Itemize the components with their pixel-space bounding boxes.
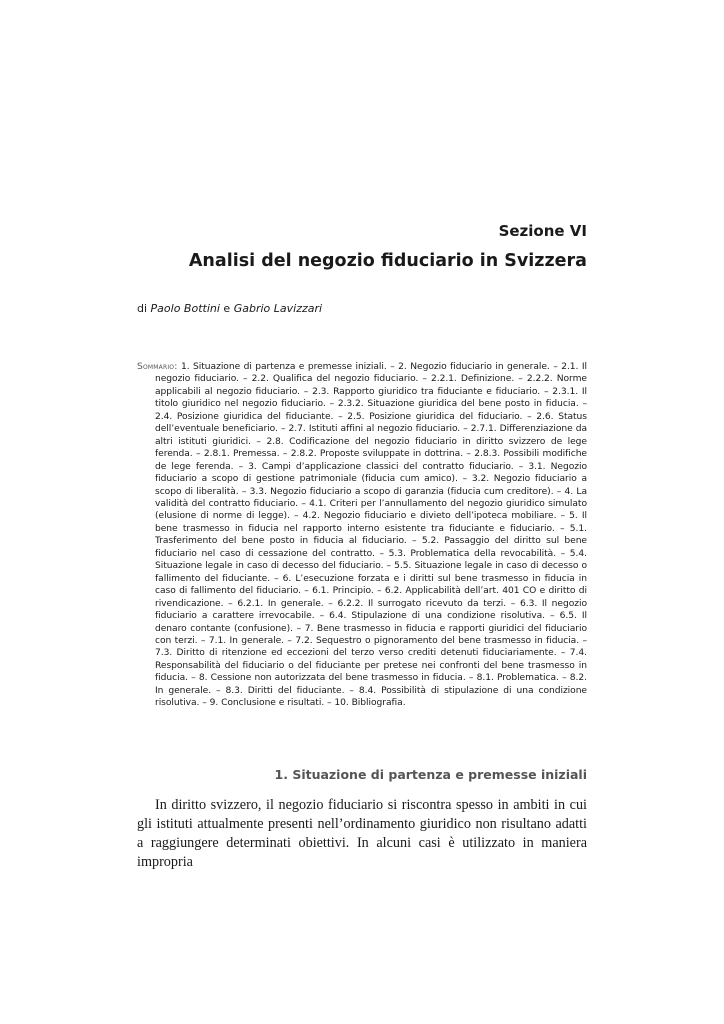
byline-connector: e — [223, 302, 231, 315]
body-paragraph: In diritto svizzero, il negozio fiduciario si riscontra spesso in ambiti in cui gli istituti attualmente presenti nell’ordinamento giuridico non risultano adatti a raggiungere determinati obiettivi. In alcuni casi è utilizzato in maniera impropria — [137, 797, 587, 870]
byline — [137, 302, 322, 315]
author-1: Paolo Bottini — [150, 302, 220, 315]
byline-prefix: di — [137, 302, 148, 315]
section-heading: 1. Situazione di partenza e premesse iniziali — [274, 767, 587, 782]
summary-lead: Sommario: — [137, 362, 178, 372]
section-label: Sezione VI — [498, 222, 587, 240]
summary-text: 1. Situazione di partenza e premesse iniziali. – 2. Negozio fiduciario in generale. – 2.1. Il negozio fiduciario. – 2.2. Qualifica del negozio fiduciario. – 2.2.1. Definizione. – 2.2.2. Norme applicabili al negozio fiduciario. – 2.3. Rapporto giuridico tra fiduciante e fiduciario. – 2.3.1. Il titolo giuridico nel negozio fiduciario. – 2.3.2. Situazione giuridica del bene posto in fiducia. – 2.4. Posizione giuridica del fiduciante. – 2.5. Posizione giuridica del fiduciario. – 2.6. Status dell’eventuale beneficiario. – 2.7. Istituti affini al negozio fiduciario. – 2.7.1. Differenziazione da altri istituti giuridici. – 2.8. Codificazione del negozio fiduciario in diritto svizzero de lege ferenda. – 2.8.1. Premessa. – 2.8.2. Proposte sviluppate in dottrina. – 2.8.3. Possibili modifiche de lege ferenda. – 3. Campi d’applicazione classici del contratto fiduciario. – 3.1. Negozio fiduciario a scopo di gestione patrimoniale (fiducia cum amico). – 3.2. Negozio fiduciario a scopo di liberalità. – 3.3. Negozio fiduciario a scopo di garanzia (fiducia cum creditore). – 4. La validità del contratto fiduciario. – 4.1. Criteri per l’annullamento del negozio giuridico simulato (elusione di norme di legge). – 4.2. Negozio fiduciario e divieto dell’ipoteca mobiliare. – 5. Il bene trasmesso in fiducia nel rapporto interno esistente tra fiduciante e fiduciario. – 5.1. Trasferimento del bene posto in fiducia al fiduciario. – 5.2. Passaggio del diritto sul bene fiduciario nel caso di cessazione del contratto. – 5.3. Problematica della revocabilità. – 5.4. Situazione legale in caso di decesso del fiduciario. – 5.5. Situazione legale in caso di decesso o fallimento del fiduciante. – 6. L’esecuzione forzata e i diritti sul bene trasmesso in fiducia in caso di fallimento del fiduciario. – 6.1. Principio. – 6.2. Applicabilità dell’art. 401 CO e diritto di rivendicazione. – 6.2.1. In generale. – 6.2.2. Il surrogato ricevuto da terzi. – 6.3. Il negozio fiduciario a carattere irrevocabile. – 6.4. Stipulazione di una condizione risolutiva. – 6.5. Il denaro contante (confusione). – 7. Bene trasmesso in fiducia e rapporti giuridici del fiduciario con terzi. – 7.1. In generale. – 7.2. Sequestro o pignoramento del bene trasmesso in fiducia. – 7.3. Diritto di ritenzione ed eccezioni del terzo verso crediti detenuti fiduciariamente. – 7.4. Responsabilità del fiduciario o del fiduciante per pretese nei confronti del bene trasmesso in fiducia. – 8. Cessione non autorizzata del bene trasmesso in fiducia. – 8.1. Problematica. – 8.2. In generale. – 8.3. Diritti del fiduciante. – 8.4. Possibilità di stipulazione di una condizione risolutiva. – 9. Conclusione e risultati. – 10. Bibliografia. — [155, 362, 587, 709]
page-title: Analisi del negozio fiduciario in Svizzera — [188, 251, 587, 271]
summary — [137, 361, 587, 710]
author-2: Gabrio Lavizzari — [233, 302, 323, 315]
